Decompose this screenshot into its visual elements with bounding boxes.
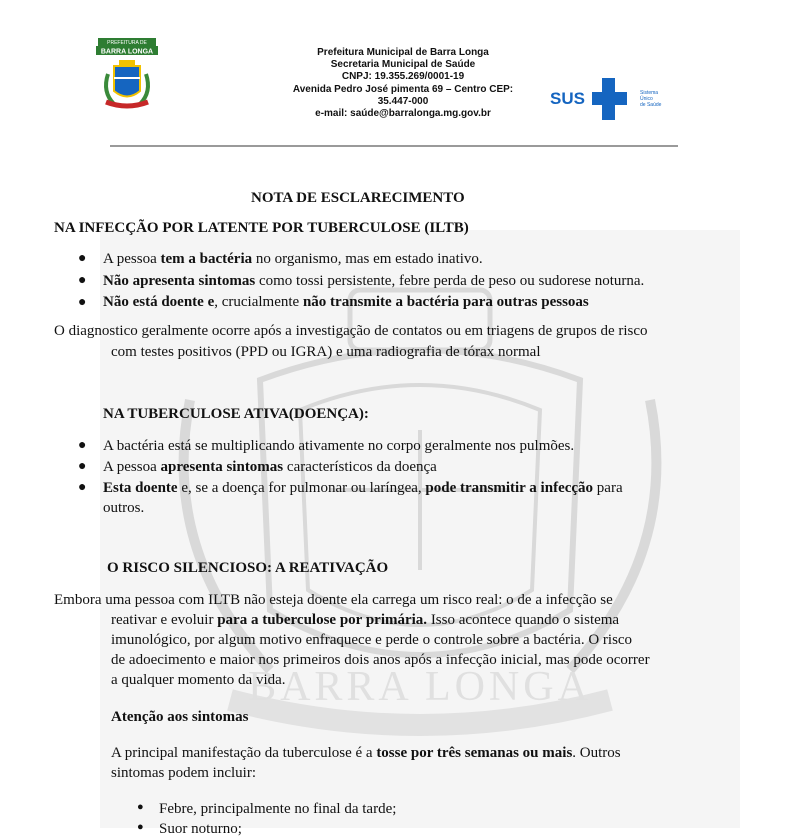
bullet-icon: ●	[78, 480, 87, 495]
svg-text:BARRA LONGA: BARRA LONGA	[100, 48, 154, 56]
header-line-name: Prefeitura Municipal de Barra Longa	[317, 47, 489, 58]
svg-text:de Saúde: de Saúde	[640, 102, 662, 108]
bullet-icon: ●	[78, 459, 87, 474]
header-divider	[110, 145, 678, 147]
header-info	[278, 47, 528, 120]
paragraph-line: Embora uma pessoa com ILTB não esteja doente ela carrega um risco real: o de a infecção se	[54, 592, 613, 608]
symptom-item: Febre, principalmente no final da tarde;	[159, 801, 397, 817]
paragraph-line: sintomas podem incluir:	[111, 765, 256, 781]
document-title: NOTA DE ESCLARECIMENTO	[251, 190, 465, 206]
symptom-item: Suor noturno;	[159, 821, 242, 837]
header-line-department: Secretaria Municipal de Saúde	[330, 59, 476, 71]
list-item: A bactéria está se multiplicando ativamente no corpo geralmente nos pulmões.	[103, 438, 575, 454]
sus-cross-icon	[550, 72, 670, 122]
coat-of-arms-icon	[94, 36, 164, 116]
list-item: A pessoa tem a bactéria no organismo, mas em estado inativo.	[103, 251, 483, 267]
list-item-continuation: outros.	[103, 500, 145, 516]
paragraph-line: imunológico, por algum motivo enfraquece e perde o controle sobre a bactéria. O risco	[111, 632, 633, 648]
header-line-cnpj: CNPJ: 19.355.269/0001-19	[341, 71, 465, 83]
bullet-icon: ●	[78, 273, 87, 288]
bullet-icon: ●	[137, 821, 144, 833]
watermark	[100, 230, 740, 828]
section-heading-active: NA TUBERCULOSE ATIVA(DOENÇA):	[103, 406, 369, 422]
sus-logo	[550, 72, 670, 122]
list-item: A pessoa apresenta sintomas característicos da doença	[103, 459, 437, 475]
svg-text:Único: Único	[640, 96, 653, 102]
list-item: Não está doente e, crucialmente não transmite a bactéria para outras pessoas	[103, 294, 589, 310]
paragraph-line: a qualquer momento da vida.	[111, 672, 286, 688]
municipal-logo	[94, 36, 164, 116]
svg-text:PREFEITURA DE: PREFEITURA DE	[107, 40, 147, 46]
bullet-icon: ●	[137, 801, 144, 813]
section-heading-latent: NA INFECÇÃO POR LATENTE POR TUBERCULOSE (ILTB)	[54, 220, 469, 236]
seal-watermark-icon	[100, 230, 740, 828]
paragraph-line: reativar e evoluir para a tuberculose por primária. Isso acontece quando o sistema	[111, 612, 620, 628]
watermark-text: BARRA LONGA	[248, 664, 592, 710]
svg-text:Sistema: Sistema	[640, 90, 659, 96]
bullet-icon: ●	[78, 251, 87, 266]
section-heading-reactivation: O RISCO SILENCIOSO: A REATIVAÇÃO	[107, 560, 389, 576]
header-line-address: Avenida Pedro José pimenta 69 – Centro CEP:	[292, 83, 514, 95]
paragraph-line: com testes positivos (PPD ou IGRA) e uma radiografia de tórax normal	[111, 344, 541, 360]
attention-heading: Atenção aos sintomas	[111, 709, 249, 725]
bullet-icon: ●	[78, 295, 87, 310]
list-item: Não apresenta sintomas como tossi persistente, febre perda de peso ou sudorese noturna.	[103, 273, 645, 289]
svg-text:SUS: SUS	[550, 89, 585, 108]
paragraph-line: O diagnostico geralmente ocorre após a investigação de contatos ou em triagens de grupos de risco	[54, 323, 648, 339]
header-line-cep: 35.447-000	[377, 95, 429, 107]
header-line-email: e-mail: saúde@barralonga.mg.gov.br	[315, 108, 491, 120]
paragraph-line: de adoecimento e maior nos primeiros dois anos após a infecção inicial, mas pode ocorrer	[111, 652, 650, 668]
paragraph-line: A principal manifestação da tuberculose é a tosse por três semanas ou mais. Outros	[111, 745, 621, 761]
list-item: Esta doente e, se a doença for pulmonar ou laríngea, pode transmitir a infecção para	[103, 480, 623, 496]
bullet-icon: ●	[78, 438, 87, 453]
